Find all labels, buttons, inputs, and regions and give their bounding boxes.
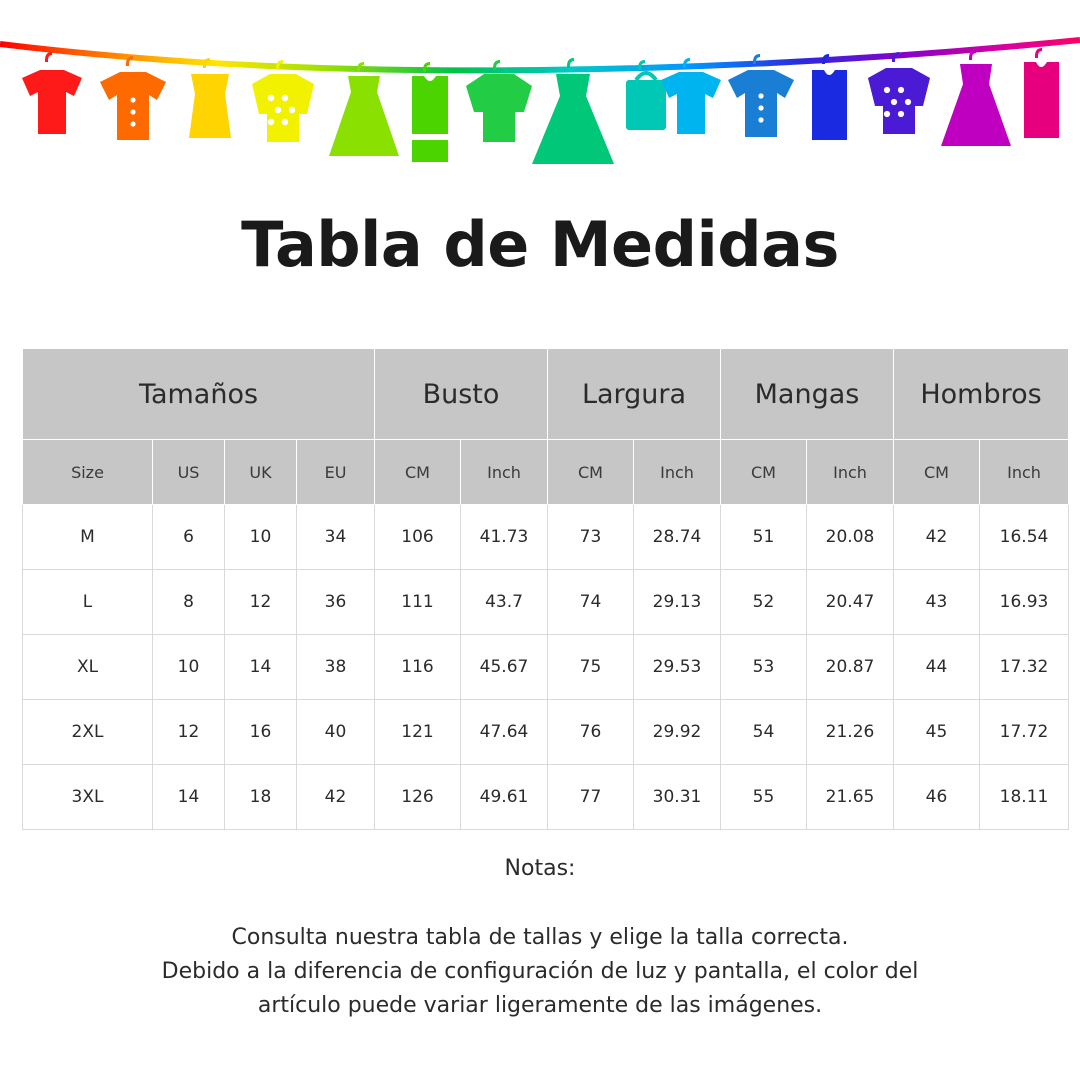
group-header-busto: Busto bbox=[375, 349, 548, 440]
banner-item-dress bbox=[189, 58, 231, 138]
cell-mangas-cm: 51 bbox=[721, 505, 807, 570]
cell-us: 8 bbox=[153, 570, 225, 635]
cell-uk: 14 bbox=[225, 635, 297, 700]
cell-uk: 16 bbox=[225, 700, 297, 765]
cell-largura-inch: 29.13 bbox=[634, 570, 721, 635]
page-title: Tabla de Medidas bbox=[241, 208, 839, 281]
cell-us: 10 bbox=[153, 635, 225, 700]
cell-largura-cm: 73 bbox=[548, 505, 634, 570]
cell-mangas-cm: 54 bbox=[721, 700, 807, 765]
cell-hombros-inch: 17.72 bbox=[980, 700, 1069, 765]
banner-item-tshirt bbox=[22, 52, 82, 134]
banner-item-dress2 bbox=[532, 58, 614, 164]
cell-size: L bbox=[23, 570, 153, 635]
cell-hombros-cm: 43 bbox=[894, 570, 980, 635]
banner-item-sweater bbox=[252, 60, 314, 142]
cell-mangas-inch: 21.65 bbox=[807, 765, 894, 830]
cell-hombros-inch: 17.32 bbox=[980, 635, 1069, 700]
clothes-line bbox=[0, 40, 1080, 70]
cell-size: 3XL bbox=[23, 765, 153, 830]
notes-line-1: Consulta nuestra tabla de tallas y elige la talla correcta. bbox=[231, 925, 849, 950]
cell-mangas-inch: 20.47 bbox=[807, 570, 894, 635]
sub-header-mangas-inch: Inch bbox=[807, 440, 894, 505]
sub-header-largura-cm: CM bbox=[548, 440, 634, 505]
cell-busto-inch: 49.61 bbox=[461, 765, 548, 830]
cell-hombros-cm: 44 bbox=[894, 635, 980, 700]
notes-section bbox=[0, 856, 1080, 1023]
sub-header-us: US bbox=[153, 440, 225, 505]
cell-us: 6 bbox=[153, 505, 225, 570]
banner-item-tanktop3 bbox=[1024, 48, 1059, 138]
cell-mangas-inch: 21.26 bbox=[807, 700, 894, 765]
notes-line-2: Debido a la diferencia de configuración de luz y pantalla, el color del bbox=[161, 959, 919, 984]
sub-header-mangas-cm: CM bbox=[721, 440, 807, 505]
cell-us: 14 bbox=[153, 765, 225, 830]
cell-busto-cm: 116 bbox=[375, 635, 461, 700]
sub-header-busto-inch: Inch bbox=[461, 440, 548, 505]
cell-eu: 36 bbox=[297, 570, 375, 635]
cell-eu: 40 bbox=[297, 700, 375, 765]
table-row bbox=[23, 765, 1069, 830]
cell-busto-inch: 47.64 bbox=[461, 700, 548, 765]
cell-eu: 34 bbox=[297, 505, 375, 570]
sub-header-busto-cm: CM bbox=[375, 440, 461, 505]
cell-busto-cm: 126 bbox=[375, 765, 461, 830]
clothes-banner bbox=[0, 0, 1080, 180]
group-header-tamanos: Tamaños bbox=[23, 349, 375, 440]
sub-header-largura-inch: Inch bbox=[634, 440, 721, 505]
table-row bbox=[23, 700, 1069, 765]
cell-size: XL bbox=[23, 635, 153, 700]
cell-uk: 18 bbox=[225, 765, 297, 830]
group-header-largura: Largura bbox=[548, 349, 721, 440]
cell-uk: 10 bbox=[225, 505, 297, 570]
notes-line-3: artículo puede variar ligeramente de las imágenes. bbox=[257, 993, 823, 1018]
cell-largura-cm: 76 bbox=[548, 700, 634, 765]
banner-item-jacket bbox=[100, 56, 166, 140]
banner-item-skirt bbox=[329, 62, 399, 156]
cell-mangas-cm: 53 bbox=[721, 635, 807, 700]
cell-hombros-inch: 18.11 bbox=[980, 765, 1069, 830]
cell-largura-cm: 74 bbox=[548, 570, 634, 635]
table-group-header-row bbox=[23, 349, 1069, 440]
banner-item-tanktop2 bbox=[812, 54, 847, 140]
cell-hombros-inch: 16.54 bbox=[980, 505, 1069, 570]
cell-largura-inch: 29.92 bbox=[634, 700, 721, 765]
notes-title: Notas: bbox=[504, 856, 576, 881]
group-header-hombros: Hombros bbox=[894, 349, 1069, 440]
banner-item-sweater3 bbox=[868, 52, 930, 134]
cell-mangas-inch: 20.08 bbox=[807, 505, 894, 570]
cell-largura-inch: 30.31 bbox=[634, 765, 721, 830]
cell-busto-inch: 41.73 bbox=[461, 505, 548, 570]
cell-mangas-inch: 20.87 bbox=[807, 635, 894, 700]
sub-header-size: Size bbox=[23, 440, 153, 505]
cell-us: 12 bbox=[153, 700, 225, 765]
cell-size: M bbox=[23, 505, 153, 570]
cell-mangas-cm: 55 bbox=[721, 765, 807, 830]
cell-busto-cm: 111 bbox=[375, 570, 461, 635]
table-sub-header-row bbox=[23, 440, 1069, 505]
sub-header-hombros-inch: Inch bbox=[980, 440, 1069, 505]
cell-hombros-cm: 45 bbox=[894, 700, 980, 765]
cell-hombros-inch: 16.93 bbox=[980, 570, 1069, 635]
cell-largura-inch: 28.74 bbox=[634, 505, 721, 570]
sub-header-uk: UK bbox=[225, 440, 297, 505]
cell-hombros-cm: 46 bbox=[894, 765, 980, 830]
cell-size: 2XL bbox=[23, 700, 153, 765]
size-chart-table-wrapper bbox=[22, 348, 1058, 830]
cell-busto-inch: 45.67 bbox=[461, 635, 548, 700]
table-row bbox=[23, 570, 1069, 635]
table-row bbox=[23, 505, 1069, 570]
cell-largura-cm: 77 bbox=[548, 765, 634, 830]
cell-largura-cm: 75 bbox=[548, 635, 634, 700]
cell-busto-inch: 43.7 bbox=[461, 570, 548, 635]
sub-header-hombros-cm: CM bbox=[894, 440, 980, 505]
cell-busto-cm: 121 bbox=[375, 700, 461, 765]
sub-header-eu: EU bbox=[297, 440, 375, 505]
cell-largura-inch: 29.53 bbox=[634, 635, 721, 700]
size-chart-table bbox=[22, 348, 1069, 830]
group-header-mangas: Mangas bbox=[721, 349, 894, 440]
banner-item-dress3 bbox=[941, 50, 1011, 146]
cell-hombros-cm: 42 bbox=[894, 505, 980, 570]
cell-eu: 38 bbox=[297, 635, 375, 700]
cell-eu: 42 bbox=[297, 765, 375, 830]
banner-item-tanktop bbox=[412, 62, 448, 162]
table-row bbox=[23, 635, 1069, 700]
cell-uk: 12 bbox=[225, 570, 297, 635]
cell-busto-cm: 106 bbox=[375, 505, 461, 570]
cell-mangas-cm: 52 bbox=[721, 570, 807, 635]
